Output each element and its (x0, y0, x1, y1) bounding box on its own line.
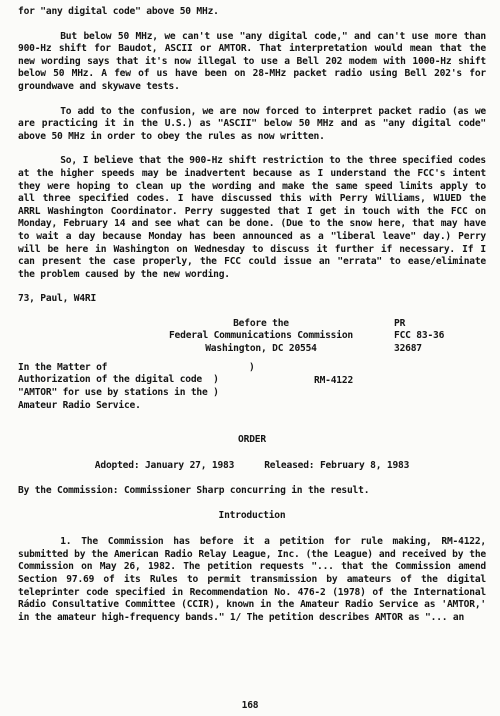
matter-line-1: In the Matter of ) (18, 361, 255, 373)
caption-line-1: Before the (233, 317, 289, 329)
by-the-commission: By the Commission: Commissioner Sharp concurring in the result. (18, 485, 370, 497)
caption-docket-type: PR (394, 317, 406, 329)
matter-line-2: Authorization of the digital code ) (18, 374, 219, 386)
adopted-date: Adopted: January 27, 1983 (94, 460, 235, 472)
signoff: 73, Paul, W4RI (18, 293, 97, 305)
caption-file-number: 32687 (394, 343, 422, 355)
fcc-caption (18, 318, 486, 356)
caption-line-2: Federal Communications Commission (168, 330, 353, 342)
matter-lines (18, 362, 308, 412)
caption-center (136, 318, 386, 356)
matter-bracket: ) (249, 361, 255, 373)
paragraph-1: But below 50 MHz, we can't use "any digital code," and can't use more than 900-Hz shift for Baudot, ASCII or AMTOR. That interpretation would mean that the new wording says that it's now illegal to use a Bell 202 modem with 1000-Hz shift below 50 MHz. A few of us have been on 28-MHz packet radio using Bell 202's for groundwave and skywave tests. (18, 30, 486, 92)
caption-right (394, 318, 444, 356)
continuation-line: for "any digital code" above 50 MHz. (18, 6, 219, 17)
paragraph-4: 1. The Commission has before it a petition for rule making, RM-4122, submitted by the American Radio Relay League, Inc. (the League) and received by the Commission on May 26, 1982. The petition requests "... that the Commission amend Section 97.69 of its Rules to permit transmission by amateurs of the digital teleprinter code specified in Recommendation No. 476-2 (1978) of the International Rádio Consultative Committee (CCIR), known in the Amateur Radio Service as 'AMTOR,' in the amateur high-frequency bands." 1/ The petition describes AMTOR as "... an (18, 536, 486, 623)
introduction-heading: Introduction (218, 509, 286, 521)
rm-number: RM-4122 (314, 374, 354, 386)
released-date: Released: February 8, 1983 (264, 460, 410, 472)
caption-line-3: Washington, DC 20554 (205, 343, 317, 355)
paragraph-2: To add to the confusion, we are now forced to interpret packet radio (as we are practicing it in the U.S.) as "ASCII" below 50 MHz and as "any digital code" above 50 MHz in order to obey the rules as now written. (18, 105, 486, 142)
order-heading: ORDER (238, 433, 266, 445)
caption-fcc-number: FCC 83-36 (394, 330, 445, 342)
page-number: 168 (241, 700, 259, 711)
matter-line-4: Amateur Radio Service. (18, 399, 141, 411)
in-the-matter-block (18, 362, 486, 416)
dates-line (18, 460, 486, 473)
matter-line-3: "AMTOR" for use by stations in the ) (18, 387, 219, 399)
paragraph-3: So, I believe that the 900-Hz shift restriction to the three specified codes at the higher speeds may be inadvertent because as I understand the FCC's intent they were hoping to clean up the wording and make the same speed limits apply to all three specified codes. I have discussed this with Perry Williams, W1UED the ARRL Washington Coordinator. Perry suggested that I get in touch with the FCC on Monday, February 14 and see what can be done. (Due to the snow here, that may have to wait a day because Monday has been announced as a "liberal leave" day.) Perry will be here in Washington on Wednesday to discuss it further if necessary. If I can present the case properly, the FCC could issue an "errata" to ease/eliminate the problem caused by the new wording. (18, 155, 486, 280)
